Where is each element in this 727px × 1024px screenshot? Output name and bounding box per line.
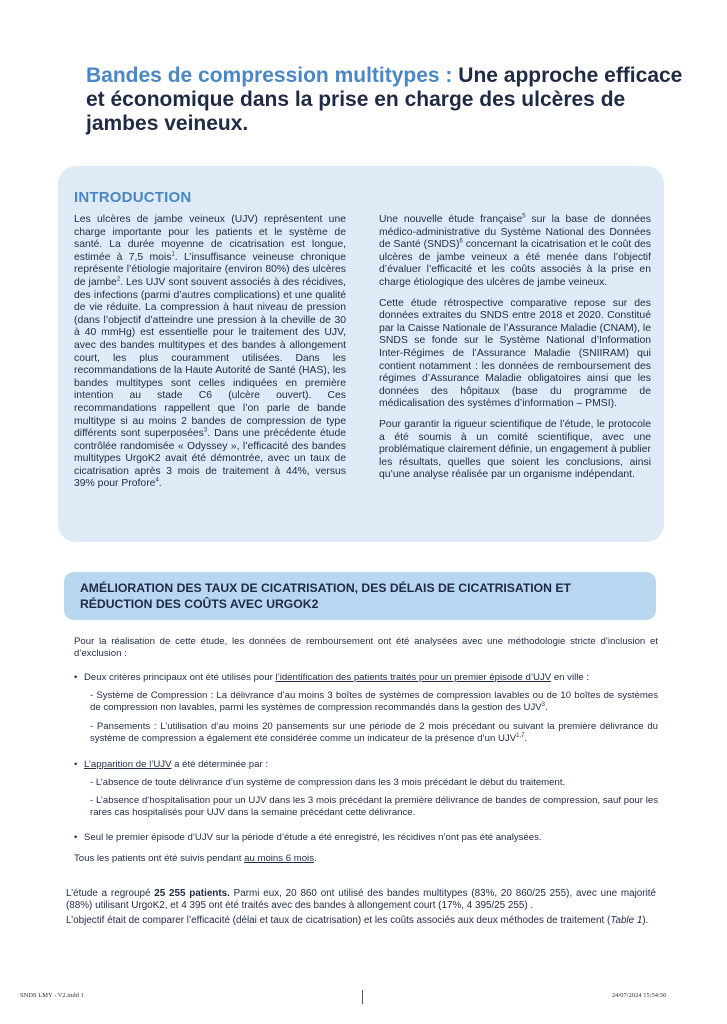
text-run: en ville : bbox=[551, 672, 590, 683]
bullet-dot: • bbox=[74, 759, 78, 770]
footnote-ref: 5 bbox=[522, 213, 526, 220]
sub-item: - L’absence d’hospitalisation pour un UJV dans les 3 mois précédant la première délivrance de bandes de compression, sauf pour les rares cas hospitalisés pour UJV dans la semaine précédant cette délivrance. bbox=[90, 795, 658, 818]
text-run: Parmi eux, 20 860 ont utilisé des bandes multitypes (83%, 20 860/25 255), avec une majorité (88%) utilisant UrgoK2, et 4 395 ont été traités avec des bandes à allongement court (17%, 4 395/25 255) . bbox=[66, 888, 656, 911]
bullet-item bbox=[74, 832, 658, 844]
text-run: concernant la cicatrisation et le coût des ulcères de jambe veineux a été menée dans l’objectif d’évaluer l’efficacité et les coûts associés à la prise en charge étiologique des ulcères de jambe veineux. bbox=[379, 239, 651, 288]
intro-left-paragraph bbox=[74, 214, 346, 491]
section-heading: AMÉLIORATION DES TAUX DE CICATRISATION, DES DÉLAIS DE CICATRISATION ET RÉDUCTION DES COÛTS AVEC URGOK2 bbox=[80, 581, 571, 611]
bullet-dot: • bbox=[74, 672, 78, 683]
introduction-heading: INTRODUCTION bbox=[74, 189, 192, 206]
bullet-item bbox=[74, 759, 658, 771]
intro-right-paragraph-2: Cette étude rétrospective comparative repose sur des données extraites du SNDS entre 2018 et 2020. Constitué par la Caisse Nationale de l’Assurance Maladie (CNAM), le SNDS se fonde sur le Système National d’Information Inter-Régimes de l’Assurance Maladie (SNIIRAM) qui contient notamment : les données de remboursement des régimes d’Assurance Maladie obligatoires ainsi que les données des hôpitaux (base du programme de médicalisation des systèmes d’information – PMSI). bbox=[379, 297, 652, 410]
paragraph bbox=[66, 888, 656, 912]
underlined-text: L’apparition de l’UJV bbox=[84, 759, 172, 770]
bullet-dot: • bbox=[74, 832, 78, 843]
criteria-sub-1 bbox=[74, 690, 658, 714]
footnote-ref: 6 bbox=[459, 238, 463, 245]
text-run: L’objectif était de comparer l’efficacité (délai et taux de cicatrisation) et les coûts associés aux deux méthodes de traitement ( bbox=[66, 915, 611, 926]
text-run: . Dans une précédente étude contrôlée randomisée « Odyssey », l’efficacité des bandes multitypes UrgoK2 avait été démontrée, avec un taux de cicatrisation après 3 mois de traitement à 44%, versus 39% pour Profore bbox=[74, 428, 346, 490]
text-run: . L’insuffisance veineuse chronique représente l’étiologie majoritaire (environ 80%) des ulcères de jambe bbox=[74, 251, 346, 288]
footnote-ref: 4 bbox=[155, 478, 159, 484]
sub-item: - L’absence de toute délivrance d’un système de compression dans les 3 mois précédant le début du traitement. bbox=[90, 777, 566, 788]
paragraph bbox=[74, 853, 658, 865]
text-run: sur la base de données médico-administrative du Système National des Données de Santé (SNDS) bbox=[379, 214, 652, 251]
title-accent: Bandes de compression multitypes : bbox=[86, 64, 453, 87]
underlined-text: l’identification des patients traités pour un premier épisode d’UJV bbox=[275, 672, 552, 683]
text-run: . bbox=[314, 853, 317, 864]
text-run: . bbox=[158, 478, 162, 490]
text-run: Tous les patients ont été suivis pendant bbox=[74, 853, 245, 864]
followup-line bbox=[74, 853, 658, 865]
text-run: L’étude a regroupé bbox=[66, 888, 155, 899]
text-run: Seul le premier épisode d’UJV sur la période d’étude a été enregistré, les récidives n’ont pas été analysées. bbox=[84, 832, 542, 843]
text-run: . bbox=[524, 733, 528, 744]
text-run: . Les UJV sont souvent associés à des récidives, des infections (parmi d’autres complications) et une qualité de vie réduite. La compression à haut niveau de pression (dans l’objectif d’atteindre une pression à la cheville de 30 à 40 mmHg) est essentielle pour le traitement des UJV, avec des bandes multitypes et des bandes à allongement court, les plus couramment utilisées. Dans les recommandations de la Haute Autorité de Santé (HAS), les bandes multitypes sont celles indiquées en première intention au stade C6 (ulcère ouvert). Ces recommandations rappellent que l’on parle de bande multitype si au moins 2 bandes de compression de type différents sont superposées bbox=[74, 276, 346, 440]
study-population-paragraph bbox=[66, 888, 656, 912]
paragraph bbox=[66, 915, 656, 927]
text-run: Une nouvelle étude française bbox=[379, 214, 523, 225]
paragraph: Pour la réalisation de cette étude, les données de remboursement ont été analysées avec une méthodologie stricte d’inclusion et d’exclusion : bbox=[74, 636, 658, 659]
criteria-bullet-3 bbox=[74, 832, 658, 844]
title-rest: Une approche efficace et économique dans la prise en charge des ulcères de jambes veineux. bbox=[86, 64, 683, 135]
bullet-item bbox=[74, 672, 658, 684]
text-run: ). bbox=[642, 915, 649, 926]
text-run: - Système de Compression : La délivrance d’au moins 3 boîtes de systèmes de compression lavables ou de 10 boîtes de systèmes de compression non lavables, parmi les systèmes de compression recommandés dans la gestion des UJV bbox=[90, 690, 658, 713]
italic-text: Table 1 bbox=[610, 915, 643, 926]
footnote-ref: 2 bbox=[116, 276, 121, 283]
intro-right-paragraph-1 bbox=[379, 214, 651, 290]
underlined-text: au moins 6 mois bbox=[244, 853, 314, 864]
objective-paragraph bbox=[66, 915, 656, 927]
criteria-bullet-1 bbox=[74, 672, 658, 684]
criteria-bullet-2 bbox=[74, 759, 658, 771]
footer-file-name: SNDS LMY - V2.indd 1 bbox=[20, 992, 84, 999]
bold-text: 25 255 patients. bbox=[154, 888, 230, 899]
criteria-sub-2 bbox=[74, 721, 658, 745]
footnote-ref: 1 bbox=[171, 251, 175, 258]
methodology-intro bbox=[74, 636, 658, 660]
sub-item bbox=[90, 721, 658, 745]
intro-right-paragraph-3: Pour garantir la rigueur scientifique de l’étude, le protocole a été soumis à un comité scientifique, avec une problématique clairement définie, un engagement à publier les résultats, quelles que soient les conclusions, ainsi qu’une analyse réalisée par un organisme indépendant. bbox=[379, 418, 651, 481]
introduction-left-column bbox=[74, 214, 346, 499]
text-run: a été déterminée par : bbox=[171, 759, 268, 770]
footer-timestamp: 24/07/2024 15:54:50 bbox=[612, 992, 667, 999]
footnote-ref: 3 bbox=[541, 701, 545, 708]
sub-item bbox=[90, 690, 658, 714]
footer-divider bbox=[362, 990, 363, 1004]
page-title bbox=[86, 64, 686, 136]
footnote-ref: 1,7 bbox=[516, 732, 525, 739]
text-run: Deux critères principaux ont été utilisés pour bbox=[84, 672, 276, 683]
text-run: Les ulcères de jambe veineux (UJV) représentent une charge importante pour les patients et le système de santé. La durée moyenne de cicatrisation est longue, estimée à 7,5 mois bbox=[74, 214, 346, 263]
criteria-sub-4 bbox=[74, 795, 658, 819]
criteria-sub-3 bbox=[74, 777, 658, 789]
footnote-ref: 3 bbox=[203, 427, 208, 434]
text-run: - Pansements : L’utilisation d’au moins 20 pansements sur une période de 2 mois précédant ou suivant la première délivrance du système de compression a également été considérée comme un indicateur de la présence d’un UJV bbox=[90, 721, 658, 744]
introduction-right-column bbox=[379, 214, 651, 490]
text-run: . bbox=[545, 702, 548, 713]
